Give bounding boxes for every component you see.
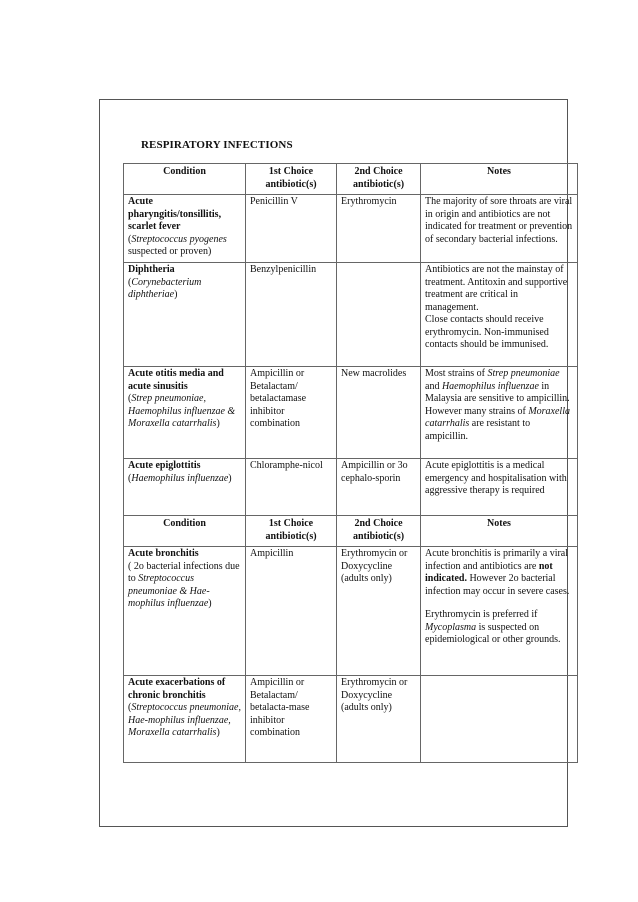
notes-cell: The majority of sore throats are viral in origin and antibiotics are not indicated for treatment or prevention of secondary bacterial infections. (421, 195, 578, 263)
notes-text: and (425, 380, 440, 392)
notes-emphasis: not indicated. (425, 560, 553, 584)
second-choice-cell (337, 263, 421, 367)
first-choice-cell: Ampicillin or Betalactam/ betalacta-mase inhibitor combination (246, 676, 337, 763)
notes-text: Erythromycin is preferred if (425, 609, 538, 620)
table-row (124, 195, 578, 263)
condition-name: Acute exacerbations of chronic bronchitis (128, 677, 226, 701)
condition-name: Diphtheria (128, 264, 175, 275)
first-choice-cell: Chloramphe-nicol (246, 459, 337, 516)
first-choice-cell: Ampicillin (246, 547, 337, 676)
table-row (124, 263, 578, 367)
header-condition: Condition (124, 516, 246, 547)
second-choice-cell: Erythromycin or Doxycycline (adults only) (337, 547, 421, 676)
table-header-row (124, 516, 578, 547)
second-choice-cell: Erythromycin (337, 195, 421, 263)
condition-organism: Strep pneumoniae, Haemophilus influenzae & Moraxella catarrhalis (128, 393, 236, 429)
notes-cell (421, 547, 578, 676)
table-row (124, 547, 578, 676)
notes-text: is suspected on epidemiological or other grounds. (425, 621, 561, 645)
condition-organism: Corynebacterium diphtheriae (128, 276, 202, 300)
notes-text: Most strains of (425, 368, 485, 379)
condition-cell (124, 676, 246, 763)
condition-organism: Streptococcus pyogenes (131, 233, 227, 245)
condition-cell (124, 459, 246, 516)
paragraph-gap (425, 598, 573, 609)
notes-organism: Moraxella catarrhalis (425, 405, 570, 429)
table-row (124, 676, 578, 763)
condition-name: Acute pharyngitis/tonsillitis, scarlet fever (128, 196, 222, 232)
condition-cell (124, 547, 246, 676)
notes-paragraph (425, 548, 573, 598)
condition-organism: Haemophilus influenzae (131, 472, 229, 484)
condition-detail: (Streptococcus pyogenes suspected or proven) (128, 233, 227, 257)
notes-paragraph (425, 609, 573, 647)
second-choice-cell: New macrolides (337, 367, 421, 459)
section-title: RESPIRATORY INFECTIONS (141, 139, 293, 151)
notes-cell (421, 367, 578, 459)
header-second-choice: 2nd Choice antibiotic(s) (337, 164, 421, 195)
condition-detail: (Haemophilus influenzae) (128, 472, 232, 484)
notes-organism: Haemophilus influenzae (441, 380, 539, 392)
first-choice-cell: Penicillin V (246, 195, 337, 263)
condition-organism: Streptococcus pneumoniae (128, 573, 195, 597)
notes-text: Close contacts should receive erythromycin. Non-immunised contacts should be immunised. (425, 314, 549, 350)
condition-detail: ( 2o bacterial infections due to Streptococcus pneumoniae & Hae-mophilus influenzae) (128, 560, 240, 609)
condition-organism: Hae-mophilus influenzae (128, 585, 210, 609)
notes-cell (421, 263, 578, 367)
notes-cell: Acute epiglottitis is a medical emergency and hospitalisation with aggressive therapy is required (421, 459, 578, 516)
condition-detail: (Strep pneumoniae, Haemophilus influenzae & Moraxella catarrhalis) (128, 393, 236, 429)
table-row (124, 367, 578, 459)
condition-detail: (Streptococcus pneumoniae, Hae-mophilus influenzae, Moraxella catarrhalis) (128, 702, 241, 738)
condition-amp: & (179, 585, 188, 597)
first-choice-cell: Benzylpenicillin (246, 263, 337, 367)
condition-name: Acute otitis media and acute sinusitis (128, 368, 224, 392)
header-notes: Notes (421, 164, 578, 195)
notes-text: in Malaysia are sensitive to ampicillin. However many strains of (425, 380, 570, 417)
table-header-row (124, 164, 578, 195)
condition-cell (124, 367, 246, 459)
notes-text: are resistant to ampicillin. (425, 418, 531, 442)
second-choice-cell: Erythromycin or Doxycycline (adults only) (337, 676, 421, 763)
condition-cell (124, 195, 246, 263)
header-condition: Condition (124, 164, 246, 195)
notes-text: Antibiotics are not the mainstay of treatment. Antitoxin and supportive treatment are critical in management. (425, 264, 568, 313)
condition-name: Acute bronchitis (128, 548, 199, 559)
header-first-choice: 1st Choice antibiotic(s) (246, 516, 337, 547)
header-notes: Notes (421, 516, 578, 547)
notes-organism: Mycoplasma (425, 621, 477, 633)
condition-detail-plain: ( 2o bacterial infections due to (128, 560, 240, 584)
first-choice-cell: Ampicillin or Betalactam/ betalactamase inhibitor combination (246, 367, 337, 459)
header-first-choice: 1st Choice antibiotic(s) (246, 164, 337, 195)
second-choice-cell: Ampicillin or 3o cephalo-sporin (337, 459, 421, 516)
header-second-choice: 2nd Choice antibiotic(s) (337, 516, 421, 547)
antibiotic-table (123, 163, 578, 763)
condition-detail: (Corynebacterium diphtheriae) (128, 276, 202, 300)
notes-text: Acute bronchitis is primarily a viral infection and antibiotics are (425, 548, 569, 572)
notes-text: However 2o bacterial infection may occur in severe cases. (425, 573, 570, 597)
condition-organism: Streptococcus pneumoniae, Hae-mophilus influenzae, Moraxella catarrhalis (128, 702, 241, 738)
notes-organism: Strep pneumoniae (487, 368, 560, 379)
condition-name: Acute epiglottitis (128, 460, 201, 471)
condition-detail-rest: suspected or proven) (128, 246, 212, 257)
condition-cell (124, 263, 246, 367)
table-row (124, 459, 578, 516)
notes-cell (421, 676, 578, 763)
